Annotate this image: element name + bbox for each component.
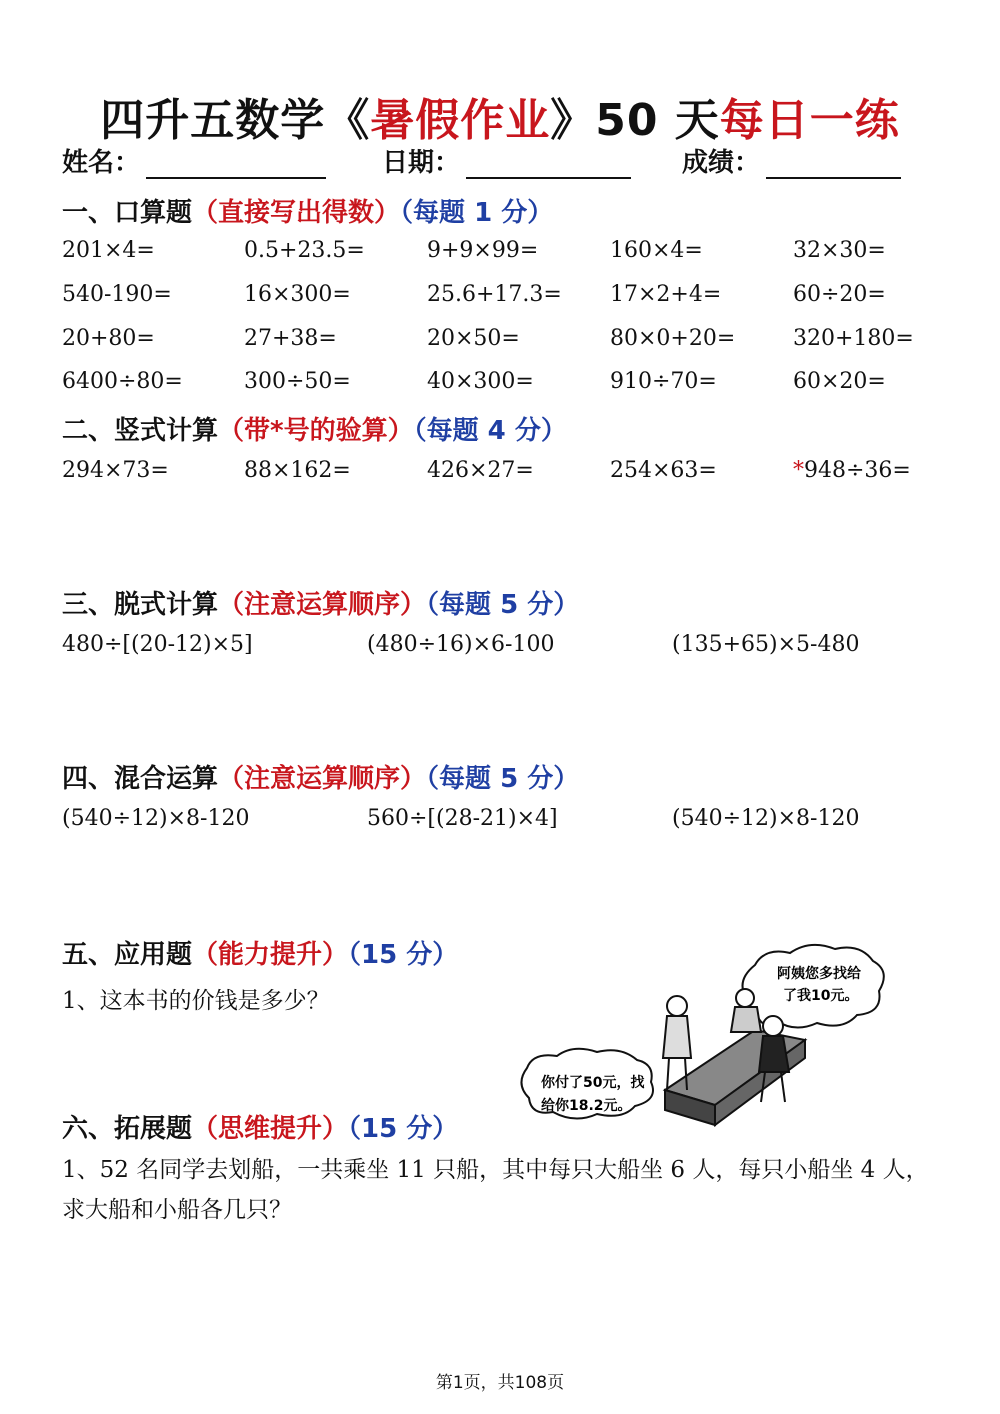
score-label: 成绩： — [682, 148, 761, 178]
section1-heading: 一、口算题（直接写出得数）（每题 1 分） — [62, 198, 554, 228]
problem: (135+65)×5-480 — [672, 632, 860, 657]
svg-text:给你18.2元。: 给你18.2元。 — [541, 1098, 632, 1114]
problem: 9+9×99= — [427, 238, 539, 263]
bookstore-illustration — [515, 940, 905, 1140]
svg-text:了我10元。: 了我10元。 — [783, 988, 859, 1004]
problem: 0.5+23.5= — [244, 238, 365, 263]
mixed-calc-row — [62, 806, 962, 836]
problem: 540-190= — [62, 282, 172, 307]
problem: 6400÷80= — [62, 369, 183, 394]
vertical-calc-row — [62, 458, 962, 488]
page-title: 四升五数学《暑假作业》50 天每日一练 — [100, 95, 900, 146]
problem: 17×2+4= — [610, 282, 722, 307]
problem: 320+180= — [793, 326, 914, 351]
problem: (540÷12)×8-120 — [672, 806, 860, 831]
date-blank[interactable] — [466, 147, 631, 179]
problem: 40×300= — [427, 369, 534, 394]
score-field[interactable] — [682, 142, 901, 179]
problem: 20×50= — [427, 326, 520, 351]
problem: 160×4= — [610, 238, 703, 263]
problem: 25.6+17.3= — [427, 282, 562, 307]
section5-heading: 五、应用题（能力提升）（15 分） — [62, 940, 459, 970]
problem: 201×4= — [62, 238, 155, 263]
section4-heading: 四、混合运算（注意运算顺序）（每题 5 分） — [62, 764, 580, 794]
problem: 294×73= — [62, 458, 169, 483]
problem: 32×30= — [793, 238, 886, 263]
problem: (540÷12)×8-120 — [62, 806, 250, 831]
name-field[interactable] — [62, 142, 326, 179]
date-label: 日期： — [382, 148, 461, 178]
problem: 20+80= — [62, 326, 155, 351]
problem: 60÷20= — [793, 282, 886, 307]
name-blank[interactable] — [146, 147, 326, 179]
problem: 27+38= — [244, 326, 337, 351]
problem: 80×0+20= — [610, 326, 736, 351]
problem-starred: *948÷36= — [793, 458, 911, 483]
problem: 560÷[(28-21)×4] — [367, 806, 558, 831]
problem: 60×20= — [793, 369, 886, 394]
star-mark: * — [793, 458, 804, 483]
problem: 88×162= — [244, 458, 351, 483]
score-blank[interactable] — [766, 147, 901, 179]
problem: (480÷16)×6-100 — [367, 632, 555, 657]
problem: 480÷[(20-12)×5] — [62, 632, 253, 657]
page-footer: 第1页，共108页 — [435, 1373, 565, 1393]
problem: 426×27= — [427, 458, 534, 483]
problem: 910÷70= — [610, 369, 717, 394]
step-calc-row — [62, 632, 962, 662]
problem: 254×63= — [610, 458, 717, 483]
speech-bubble-right — [743, 945, 884, 1028]
oral-calc-row — [62, 238, 962, 268]
svg-text:阿姨您多找给: 阿姨您多找给 — [777, 966, 861, 982]
svg-text:你付了50元，找: 你付了50元，找 — [541, 1075, 645, 1091]
oral-calc-row — [62, 282, 962, 312]
date-field[interactable] — [382, 142, 631, 179]
section3-heading: 三、脱式计算（注意运算顺序）（每题 5 分） — [62, 590, 580, 620]
section6-heading: 六、拓展题（思维提升）（15 分） — [62, 1114, 459, 1144]
section2-heading: 二、竖式计算（带*号的验算）（每题 4 分） — [62, 416, 567, 446]
problem: 16×300= — [244, 282, 351, 307]
student-info-row — [62, 142, 942, 182]
name-label: 姓名： — [62, 148, 141, 178]
oral-calc-row — [62, 369, 962, 399]
extension-question: 1、52 名同学去划船，一共乘坐 11 只船，其中每只大船坐 6 人，每只小船坐 4 人，求大船和小船各几只？ — [62, 1157, 929, 1223]
speech-bubble-left — [521, 1049, 653, 1119]
oral-calc-row — [62, 326, 962, 356]
problem: 300÷50= — [244, 369, 351, 394]
word-problem-question: 1、这本书的价钱是多少？ — [62, 988, 330, 1014]
